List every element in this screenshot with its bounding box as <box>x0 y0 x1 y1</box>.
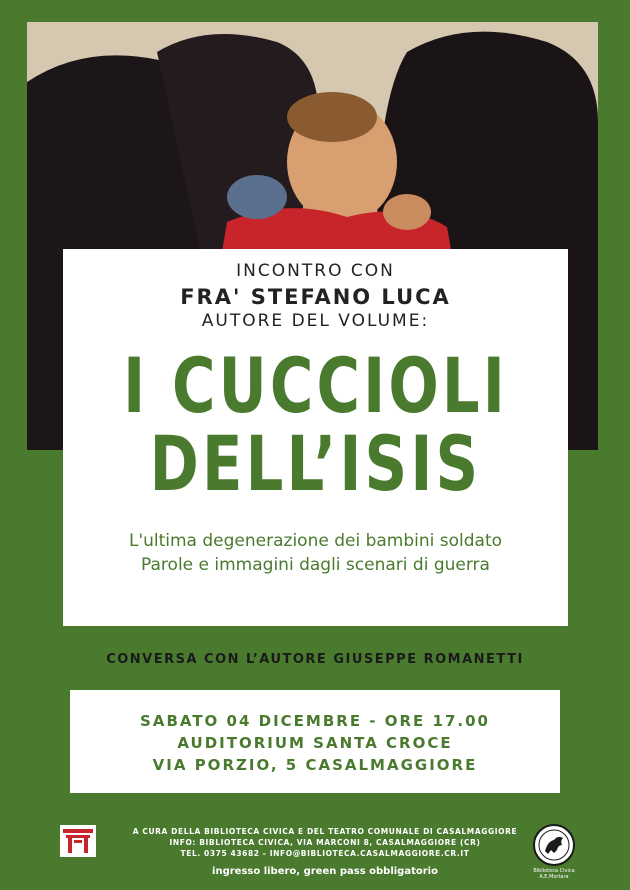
speaker-name: FRA' STEFANO LUCA <box>180 285 451 309</box>
subtitle-line2: Parole e immagini dagli scenari di guerra <box>141 555 490 575</box>
event-address: VIA PORZIO, 5 CASALMAGGIORE <box>152 756 478 774</box>
event-info-box <box>70 690 560 793</box>
credits-line1: A CURA DELLA BIBLIOTECA CIVICA E DEL TEATRO COMUNALE DI CASALMAGGIORE <box>132 827 518 836</box>
moderator-line: CONVERSA CON L’AUTORE GIUSEPPE ROMANETTI <box>106 652 524 667</box>
intro-line: INCONTRO CON <box>236 261 395 281</box>
theatre-logo-icon <box>60 825 96 857</box>
credits-line2: INFO: BIBLIOTECA CIVICA, VIA MARCONI 8, CASALMAGGIORE (CR) <box>169 838 481 847</box>
book-title-line2: DELL’ISIS <box>149 419 482 508</box>
book-title-line1: I CUCCIOLI <box>123 341 508 430</box>
organizer-credits <box>115 826 535 859</box>
subtitle-line1: L'ultima degenerazione dei bambini soldato <box>128 531 503 551</box>
book-subtitle <box>63 529 568 577</box>
title-card <box>63 249 568 626</box>
entry-note: ingresso libero, green pass obbligatorio <box>212 866 438 877</box>
author-line: AUTORE DEL VOLUME: <box>201 311 430 331</box>
credits-line3: TEL. 0375 43682 - INFO@BIBLIOTECA.CASALMAGGIORE.CR.IT <box>180 849 470 858</box>
event-venue: AUDITORIUM SANTA CROCE <box>177 734 453 752</box>
book-title <box>119 341 513 508</box>
library-logo-label-line1: Biblioteca Civica <box>533 868 575 874</box>
footer <box>0 820 630 890</box>
event-date: SABATO 04 DICEMBRE - ORE 17.00 <box>140 712 490 730</box>
library-logo-label-line2: A.E.Mortara <box>539 874 569 880</box>
library-horse-logo-icon <box>532 823 576 867</box>
library-logo-label <box>520 868 588 880</box>
